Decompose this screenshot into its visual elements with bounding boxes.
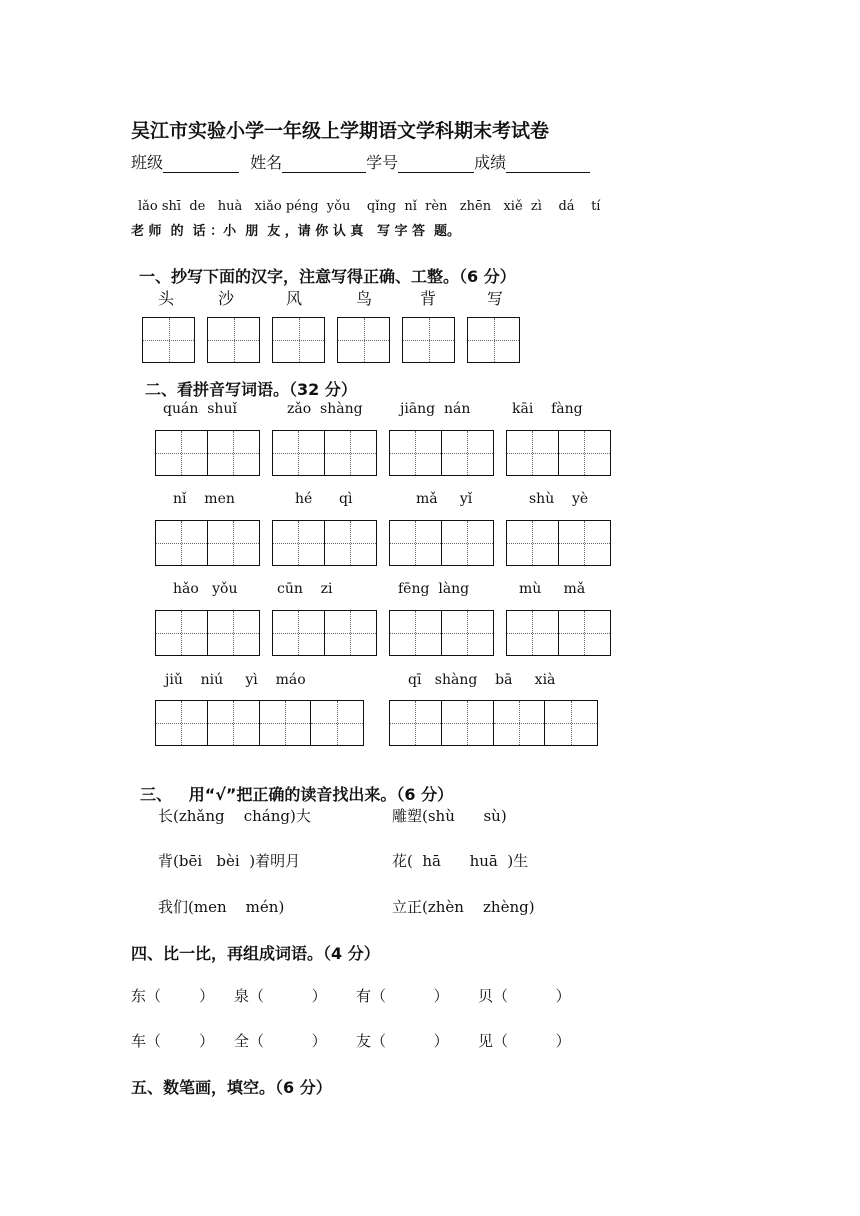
pinyin-label: mù mǎ (519, 581, 586, 597)
char-item: 风 (286, 289, 303, 308)
char-item: 背 (420, 289, 437, 308)
word-box[interactable] (155, 430, 260, 476)
reading-choice[interactable]: 长(zhǎng cháng)大 (158, 807, 311, 825)
word-box[interactable] (272, 430, 377, 476)
teacher-note: 老 师 的 话 ：小 朋 友 ，请 你 认 真 写 字 答 题。 (131, 224, 461, 239)
class-blank (163, 156, 239, 173)
word-box[interactable] (155, 610, 260, 656)
pinyin-label: jiāng nán (400, 401, 471, 417)
word-fill-item[interactable]: 全（ ） (234, 1032, 327, 1050)
writing-box[interactable] (272, 317, 325, 363)
word-fill-item[interactable]: 东（ ） (131, 987, 215, 1005)
word-box[interactable] (272, 520, 377, 566)
writing-box[interactable] (337, 317, 390, 363)
word-box[interactable] (272, 610, 377, 656)
writing-box[interactable] (402, 317, 455, 363)
section1-heading: 一、抄写下面的汉字，注意写得正确、工整。（6 分） (139, 267, 516, 286)
word-fill-item[interactable]: 车（ ） (131, 1032, 215, 1050)
word-fill-item[interactable]: 贝（ ） (478, 987, 571, 1005)
score-blank (506, 156, 590, 173)
idiom-box[interactable] (155, 700, 364, 746)
pinyin-label: shù yè (529, 491, 589, 507)
reading-choice[interactable]: 立正(zhèn zhèng) (392, 898, 535, 916)
word-box[interactable] (506, 610, 611, 656)
page-title: 吴江市实验小学一年级上学期语文学科期末考试卷 (131, 120, 550, 142)
pinyin-label: qī shàng bā xià (408, 672, 556, 688)
word-fill-item[interactable]: 有（ ） (356, 987, 449, 1005)
teacher-note-pinyin: lǎo shī de huà xiǎo péng yǒu qǐng nǐ rèn zhēn xiě zì dá tí (138, 199, 601, 214)
char-item: 沙 (218, 289, 235, 308)
reading-choice[interactable]: 背(bēi bèi )着明月 (158, 852, 301, 870)
writing-box[interactable] (467, 317, 520, 363)
reading-choice[interactable]: 雕塑(shù sù) (392, 807, 507, 825)
section2-heading: 二、看拼音写词语。（32 分） (145, 380, 357, 399)
pinyin-label: fēng làng (398, 581, 470, 597)
writing-box[interactable] (142, 317, 195, 363)
name-label: 姓名 (250, 153, 283, 172)
char-item: 鸟 (356, 289, 373, 308)
pinyin-label: kāi fàng (512, 401, 583, 417)
word-box[interactable] (155, 520, 260, 566)
pinyin-label: quán shuǐ (163, 401, 237, 417)
word-fill-item[interactable]: 泉（ ） (234, 987, 327, 1005)
section3-heading: 三、 用“√”把正确的读音找出来。（6 分） (140, 785, 454, 804)
pinyin-label: cūn zi (277, 581, 333, 597)
pinyin-label: nǐ men (173, 491, 235, 507)
word-fill-item[interactable]: 见（ ） (478, 1032, 571, 1050)
char-item: 写 (487, 289, 504, 308)
section1-chars (0, 286, 860, 306)
reading-choice[interactable]: 我们(men mén) (158, 898, 285, 916)
score-label: 成绩 (474, 153, 507, 172)
pinyin-label: mǎ yǐ (416, 491, 473, 507)
pinyin-label: hǎo yǒu (173, 581, 238, 597)
word-box[interactable] (389, 520, 494, 566)
char-item: 头 (158, 289, 175, 308)
word-box[interactable] (506, 430, 611, 476)
pinyin-label: hé qì (295, 491, 353, 507)
word-box[interactable] (389, 430, 494, 476)
reading-choice[interactable]: 花( hā huā )生 (392, 852, 529, 870)
word-box[interactable] (506, 520, 611, 566)
idiom-box[interactable] (389, 700, 598, 746)
student-info-line (131, 150, 590, 173)
writing-box[interactable] (207, 317, 260, 363)
number-label: 学号 (366, 153, 399, 172)
name-blank (282, 156, 366, 173)
word-box[interactable] (389, 610, 494, 656)
class-label: 班级 (131, 153, 164, 172)
pinyin-label: zǎo shàng (287, 401, 363, 417)
number-blank (398, 156, 474, 173)
section5-heading: 五、数笔画，填空。（6 分） (131, 1078, 332, 1097)
word-fill-item[interactable]: 友（ ） (356, 1032, 449, 1050)
pinyin-label: jiǔ niú yì máo (165, 672, 306, 688)
section4-heading: 四、比一比，再组成词语。（4 分） (131, 944, 380, 963)
